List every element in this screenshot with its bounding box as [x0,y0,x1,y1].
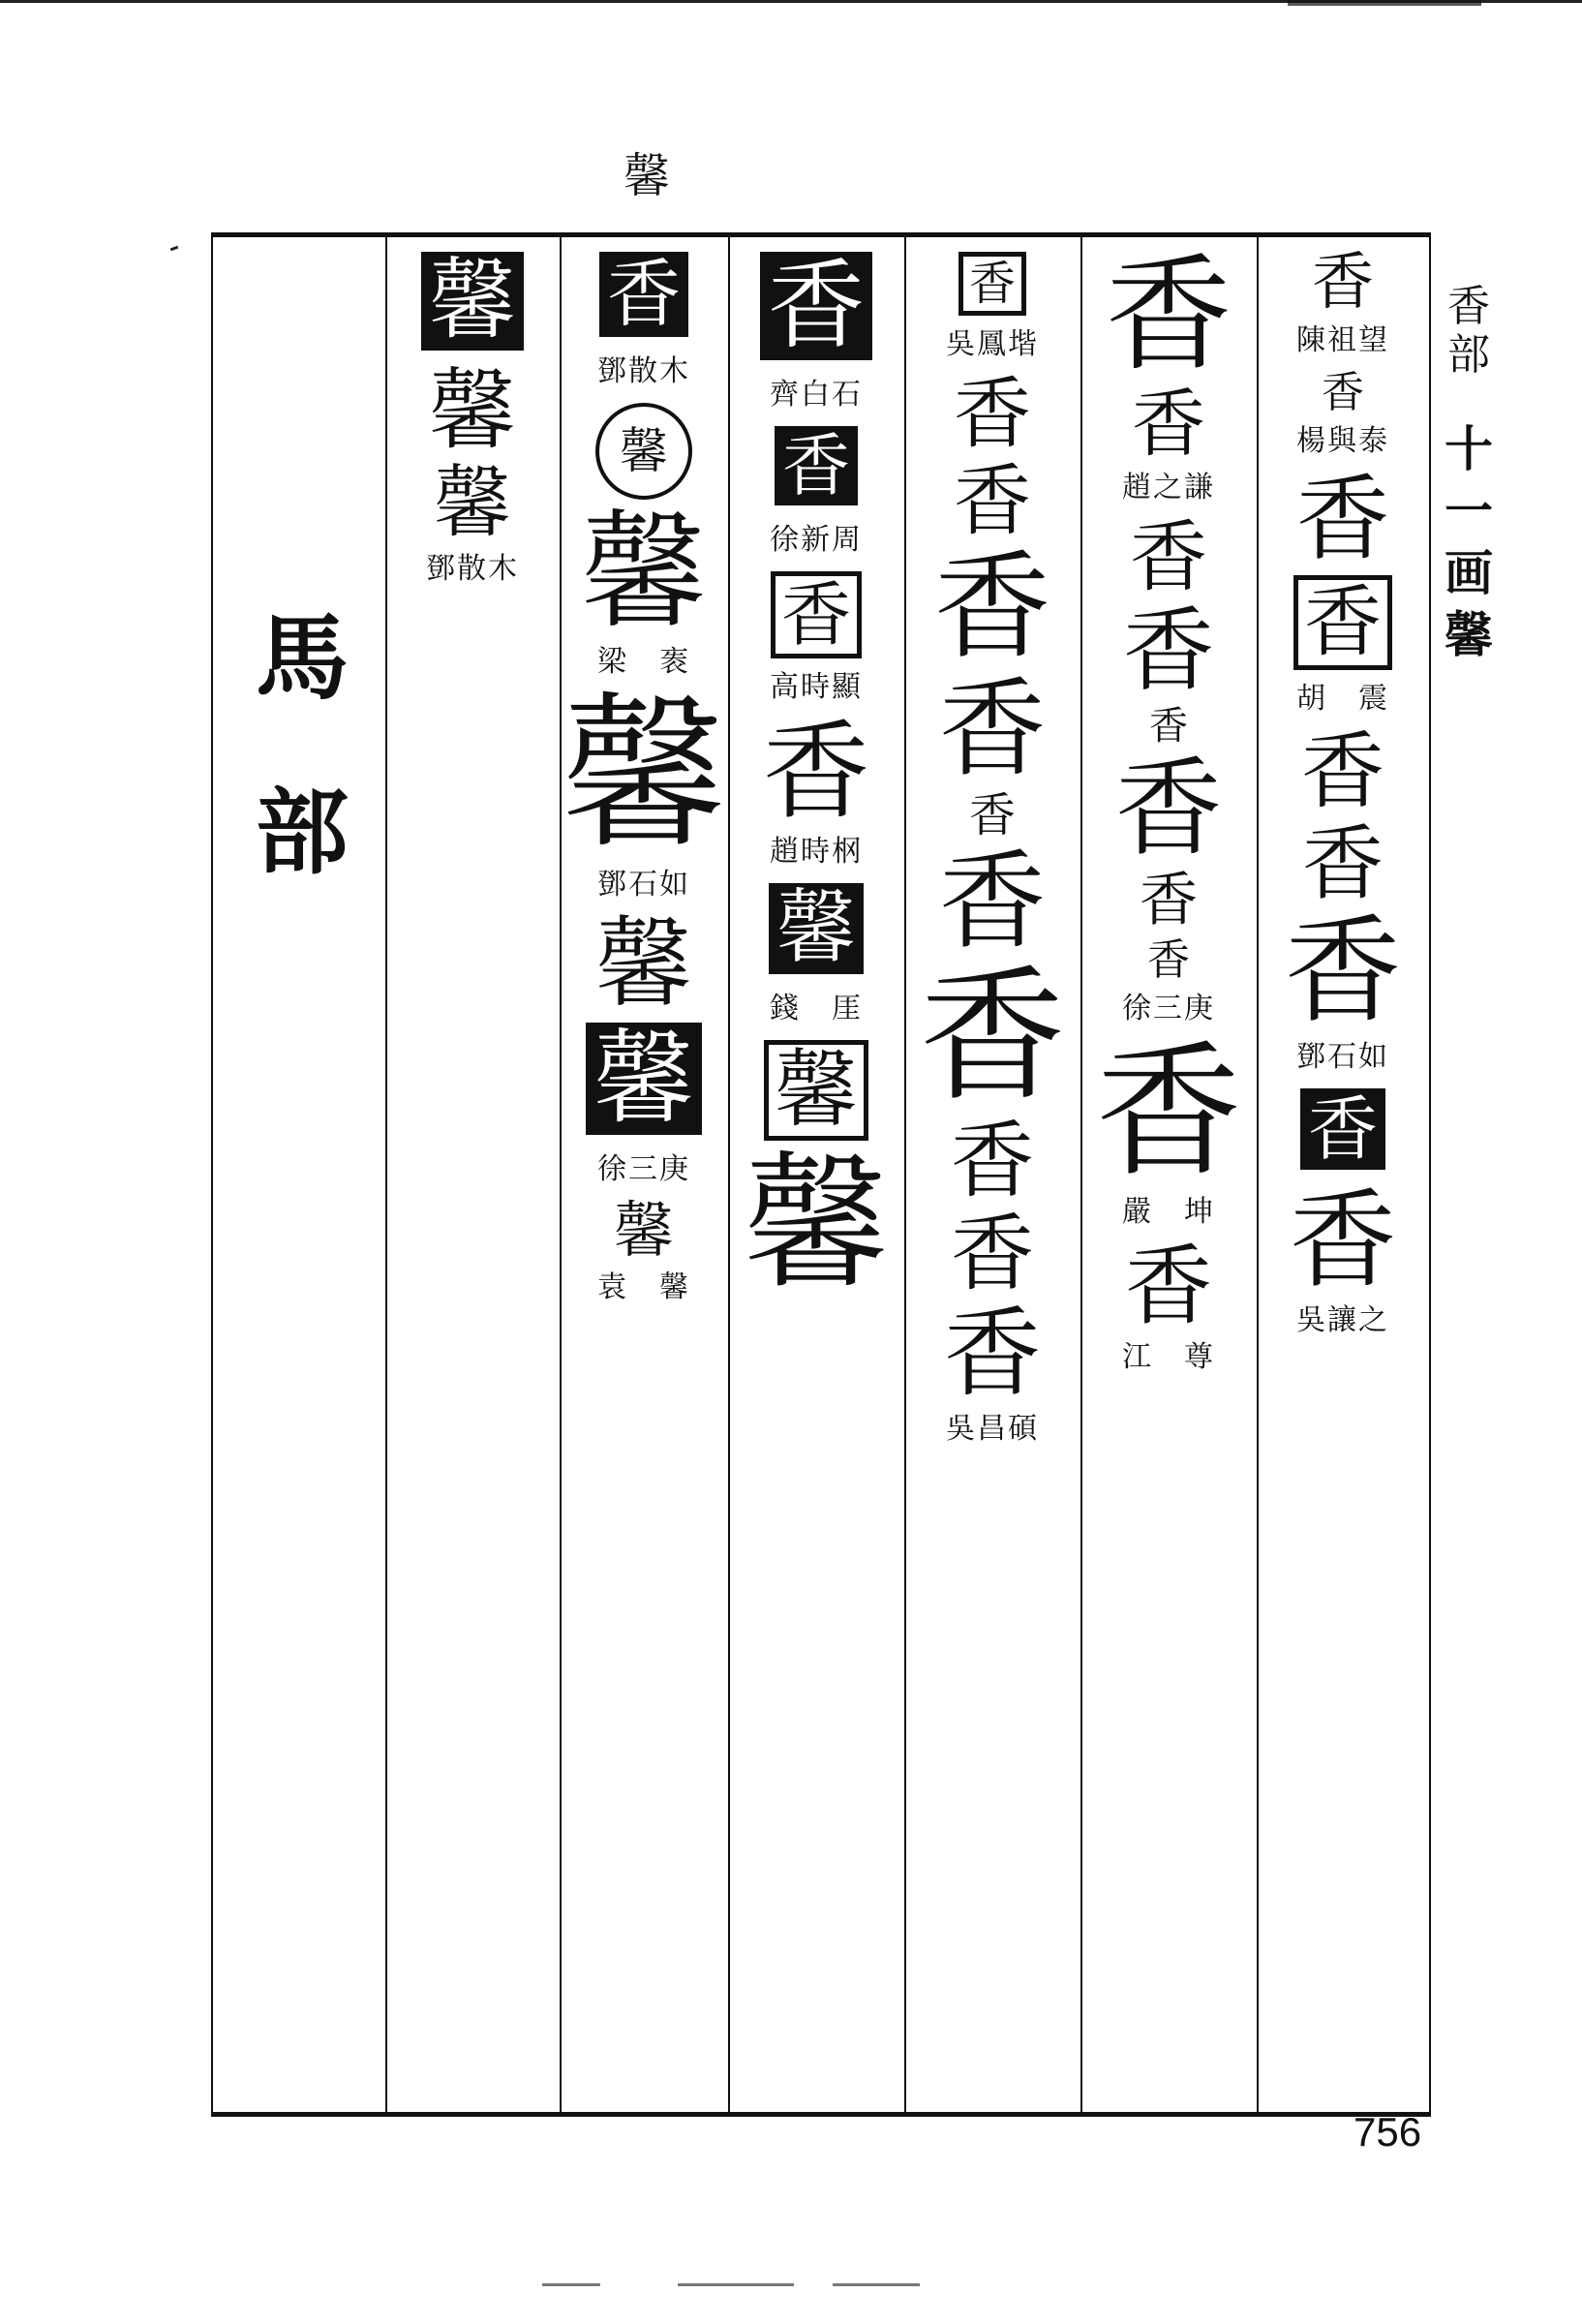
seal-entry [904,1113,1080,1209]
seal-entry [560,1020,728,1138]
seal-entry [728,1141,904,1309]
seal-glyph: 香 [1301,816,1384,911]
seal-glyph: 馨 [595,907,692,1021]
column-divider [1429,232,1431,2112]
seal-column-6 [385,252,560,2101]
seal-entry [1080,381,1257,467]
artist-entry [1080,1340,1257,1375]
seal-entry [728,883,904,974]
seal-glyph: 香 [1290,1178,1396,1302]
seal-glyph: 香 [1300,1088,1385,1170]
artist-name: 趙之謙 [1122,471,1215,505]
seal-entry [904,1206,1080,1302]
seal-entry [1257,368,1429,417]
seal-entry [1080,704,1257,749]
seal-entry [1080,1236,1257,1337]
scan-smudge [678,2283,794,2286]
seal-entry [1080,1028,1257,1197]
artist-entry [1257,1303,1429,1338]
seal-glyph: 香 [934,540,1050,675]
side-stroke-char: 画 [1445,545,1493,601]
seal-glyph: 馨 [764,1040,868,1141]
artist-entry [385,552,560,587]
seal-glyph: 香 [968,788,1016,842]
seal-glyph: 馨 [429,360,516,462]
side-radical-char: 香 [1447,282,1490,331]
seal-glyph: 香 [1095,1028,1241,1197]
seal-glyph: 香 [939,667,1046,791]
artist-entry [560,1152,728,1187]
artist-entry [728,670,904,705]
side-label [1435,283,1503,666]
seal-glyph: 香 [958,252,1026,316]
seal-entry [728,710,904,834]
artist-name: 吳讓之 [1296,1303,1389,1337]
artist-entry [728,992,904,1026]
artist-name: 嚴 坤 [1122,1195,1215,1229]
seal-entry [904,840,1080,963]
seal-entry [904,540,1080,675]
seal-entry [1257,816,1429,911]
seal-entry [904,1297,1080,1410]
seal-glyph: 香 [1296,465,1389,573]
artist-name: 徐三庚 [597,1152,690,1186]
seal-entry [560,403,728,500]
seal-glyph: 馨 [561,680,726,872]
seal-glyph: 香 [1293,575,1392,670]
seal-entry [385,360,560,462]
artist-entry [1080,1195,1257,1230]
seal-glyph: 馨 [434,458,511,548]
seal-glyph: 馨 [769,883,864,974]
seal-glyph: 香 [944,1297,1041,1410]
seal-glyph: 馨 [421,252,524,351]
seal-entry [728,426,904,505]
artist-entry [1257,682,1429,717]
scan-smudge [833,2283,920,2286]
scan-smudge [542,2283,600,2286]
seal-entry [1257,575,1429,670]
artist-name: 高時顯 [770,670,863,704]
artist-name: 鄧散木 [597,354,690,388]
seal-entry [560,499,728,646]
header-glyph: 馨 [623,149,670,203]
seal-entry [1080,935,1257,985]
seal-glyph: 香 [1140,867,1198,934]
artist-name: 趙時㭎 [770,835,863,869]
seal-glyph: 馨 [580,499,707,646]
seal-column-1 [1257,247,1429,2101]
artist-name: 鄧散木 [426,552,519,586]
page-number: 756 [1354,2109,1422,2155]
seal-glyph: 香 [939,840,1046,963]
seal-glyph: 香 [760,252,872,360]
radical-title-char: 部 [256,779,349,887]
side-radical-char: 部 [1447,330,1490,380]
artist-name: 梁 袠 [597,645,690,679]
seal-glyph: 香 [1322,368,1364,417]
seal-entry [1257,247,1429,319]
seal-glyph: 香 [1312,247,1374,319]
artist-name: 袁 馨 [597,1270,690,1304]
seal-entry [728,571,904,658]
artist-name: 江 尊 [1122,1340,1215,1374]
seal-entry [1257,1178,1429,1302]
seal-entry [1257,904,1429,1039]
artist-entry [1080,992,1257,1026]
seal-entry [1080,241,1257,388]
seal-glyph: 香 [775,426,858,505]
margin-tick [170,246,179,252]
seal-glyph: 香 [1122,598,1214,704]
artist-entry [904,327,1080,362]
side-stroke-char: 一 [1445,483,1493,539]
artist-entry [904,1412,1080,1447]
seal-glyph: 香 [954,369,1031,459]
seal-entry [385,458,560,548]
artist-entry [728,523,904,558]
seal-entry [1080,598,1257,704]
seal-entry [904,788,1080,842]
artist-name: 齊白石 [770,378,863,412]
seal-entry [1080,512,1257,602]
seal-entry [1257,723,1429,820]
seal-column-2 [1080,241,1257,2101]
seal-entry [1257,465,1429,573]
column-divider [211,232,213,2112]
seal-glyph: 香 [1147,935,1190,985]
seal-glyph: 香 [919,953,1065,1121]
seal-glyph: 馨 [613,1195,674,1266]
seal-glyph: 馨 [586,1023,702,1135]
seal-glyph: 香 [1125,1236,1212,1337]
seal-glyph: 馨 [595,403,692,500]
artist-name: 陳祖望 [1296,323,1389,357]
seal-entry [904,667,1080,791]
artist-entry [1080,471,1257,505]
side-stroke-char: 十 [1445,421,1493,477]
seal-entry [1080,747,1257,871]
seal-glyph: 香 [1130,512,1207,602]
seal-glyph: 香 [599,252,688,337]
seal-entry [385,252,560,351]
artist-name: 鄧石如 [597,868,690,902]
seal-glyph: 香 [1285,904,1401,1039]
artist-entry [560,354,728,389]
artist-name: 胡 震 [1296,682,1389,716]
artist-entry [1257,424,1429,459]
seal-glyph: 馨 [743,1141,889,1309]
artist-name: 鄧石如 [1296,1040,1389,1074]
seal-entry [560,1195,728,1266]
seal-glyph: 香 [951,1206,1034,1302]
scan-smudge [1288,0,1481,6]
seal-glyph: 香 [1301,723,1384,820]
seal-glyph: 香 [763,710,869,834]
artist-name: 吳鳳堦 [946,327,1039,361]
artist-entry [560,868,728,902]
seal-entry [728,249,904,362]
seal-column-5 [560,252,728,2101]
seal-glyph: 香 [1115,747,1222,871]
seal-entry [560,907,728,1021]
seal-entry [560,680,728,872]
artist-name: 徐三庚 [1122,992,1215,1025]
seal-entry [728,1040,904,1141]
seal-glyph: 香 [951,1113,1034,1209]
artist-entry [728,835,904,870]
seal-entry [1257,1088,1429,1170]
artist-entry [1257,323,1429,358]
seal-glyph: 香 [771,571,862,658]
radical-title-char: 馬 [256,604,349,713]
artist-name: 吳昌碩 [946,1412,1039,1446]
artist-name: 徐新周 [770,523,863,557]
artist-entry [1257,1040,1429,1075]
seal-entry [904,252,1080,316]
seal-entry [560,252,728,337]
seal-glyph: 香 [1105,241,1232,388]
seal-column-4 [728,249,904,2101]
seal-column-3 [904,252,1080,2101]
seal-entry [904,953,1080,1121]
artist-entry [560,645,728,680]
artist-entry [560,1270,728,1305]
radical-title [244,571,360,920]
seal-glyph: 香 [954,456,1031,546]
seal-glyph: 香 [1149,704,1188,749]
seal-entry [904,369,1080,459]
artist-entry [728,378,904,413]
side-character: 馨 [1445,607,1493,663]
artist-name: 錢 厓 [770,992,863,1025]
seal-glyph: 香 [1132,381,1205,467]
seal-entry [904,456,1080,546]
seal-entry [1080,867,1257,934]
artist-name: 楊與泰 [1296,424,1389,458]
